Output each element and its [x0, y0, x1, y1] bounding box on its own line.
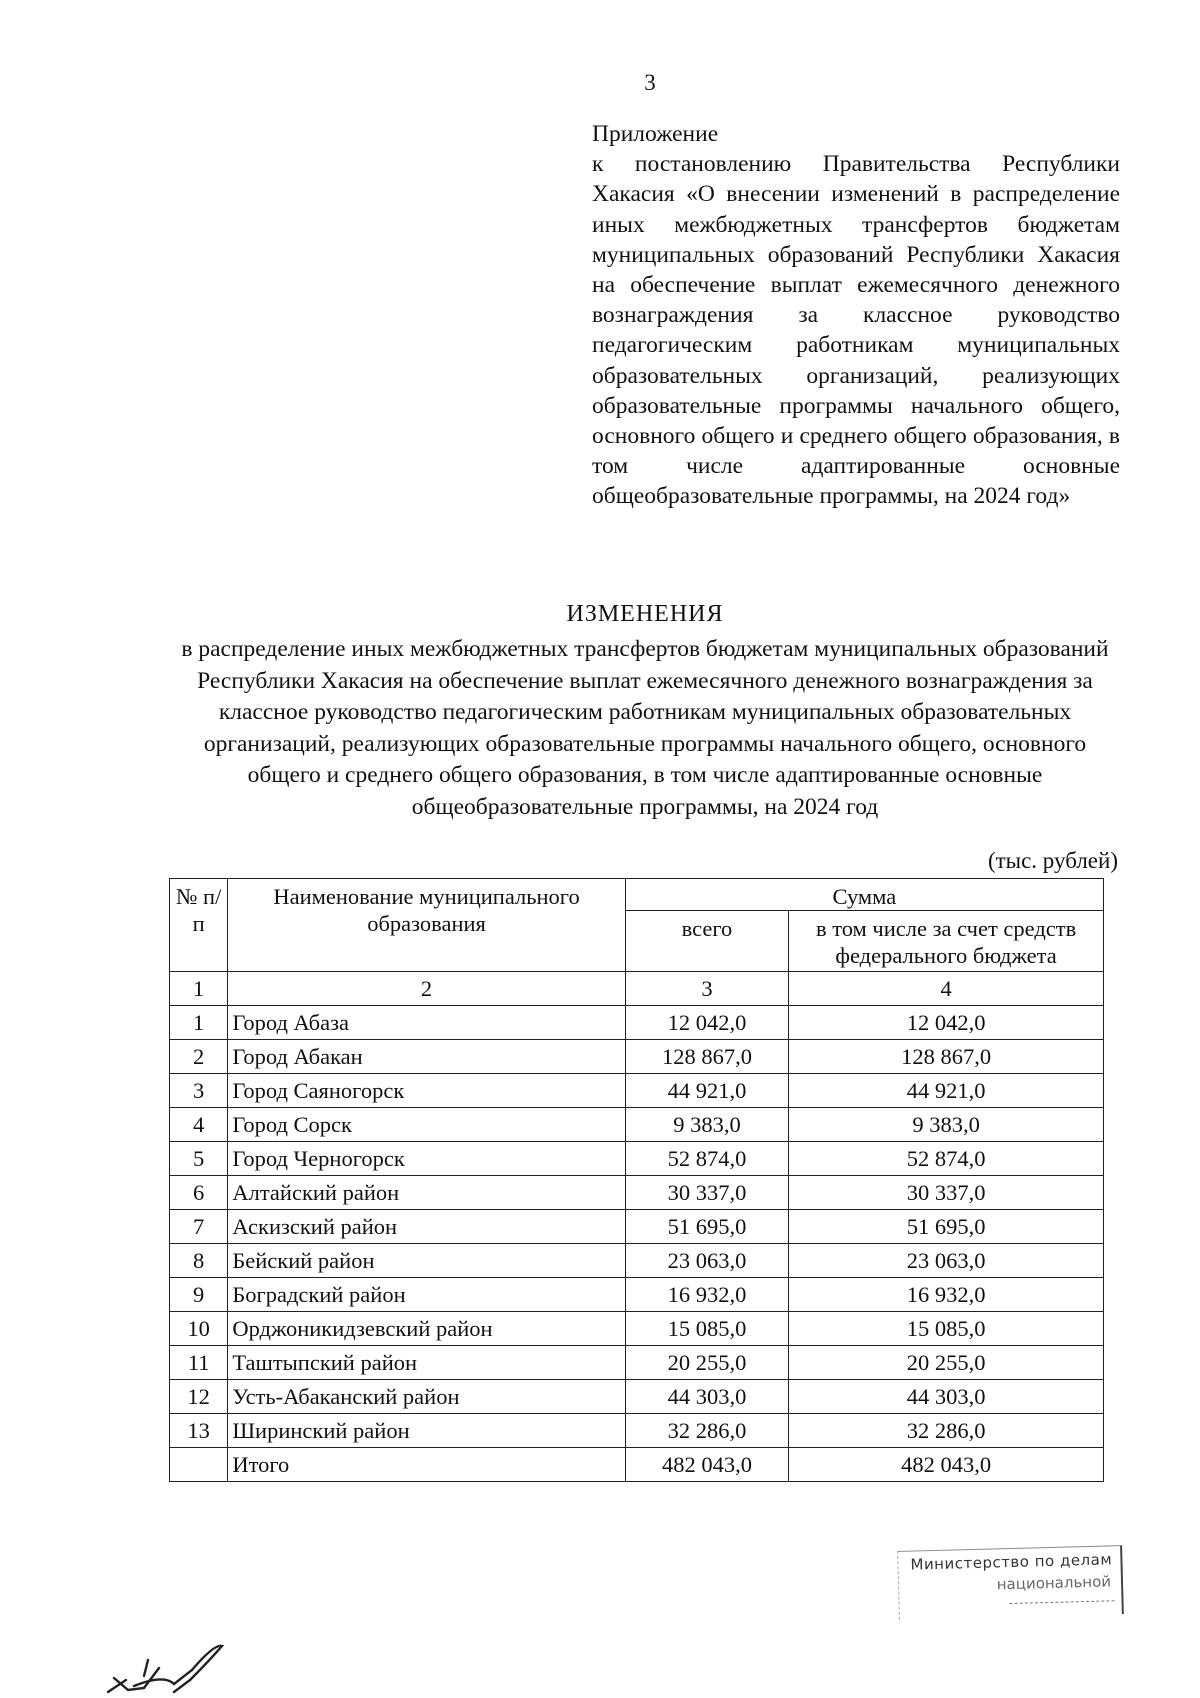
row-municipality: Бейский район — [228, 1244, 625, 1278]
page-number: 3 — [644, 70, 656, 95]
row-number: 3 — [170, 1074, 228, 1108]
row-municipality: Город Черногорск — [228, 1142, 625, 1176]
table-row — [170, 1108, 1104, 1142]
row-total: 12 042,0 — [625, 1006, 788, 1040]
row-municipality: Алтайский район — [228, 1176, 625, 1210]
row-number: 12 — [170, 1380, 228, 1414]
header-sum: Сумма — [625, 879, 1103, 911]
column-number: 3 — [625, 972, 788, 1006]
row-municipality: Аскизский район — [228, 1210, 625, 1244]
row-total: 30 337,0 — [625, 1176, 788, 1210]
row-federal: 44 303,0 — [789, 1380, 1104, 1414]
row-federal: 12 042,0 — [789, 1006, 1104, 1040]
registration-stamp — [897, 1545, 1124, 1620]
table-row — [170, 1244, 1104, 1278]
row-total: 9 383,0 — [625, 1108, 788, 1142]
row-municipality: Ширинский район — [228, 1414, 625, 1448]
row-federal: 16 932,0 — [789, 1278, 1104, 1312]
table-row — [170, 1380, 1104, 1414]
header-total: всего — [625, 911, 788, 972]
signature-mark — [104, 1640, 234, 1698]
row-number: 1 — [170, 1006, 228, 1040]
row-number: 10 — [170, 1312, 228, 1346]
stamp-line-1: Министерство по делам — [910, 1550, 1113, 1574]
document-subtitle: в распределение иных межбюджетных трансфертов бюджетам муниципальных образований Республики Хакасия на обеспечение выплат ежемесячного денежного вознаграждения за классное руководство педагогическим работникам муниципальных образовательных организаций, реализующих образовательные программы начального общего, основного общего и среднего общего образования, в том числе адаптированные основные общеобразовательные программы, на 2024 год — [181, 636, 1109, 820]
row-total: 128 867,0 — [625, 1040, 788, 1074]
row-municipality: Город Сорск — [228, 1108, 625, 1142]
table-row — [170, 1006, 1104, 1040]
row-federal: 30 337,0 — [789, 1176, 1104, 1210]
table-row — [170, 1142, 1104, 1176]
row-municipality: Город Абаза — [228, 1006, 625, 1040]
row-federal: 128 867,0 — [789, 1040, 1104, 1074]
table-total-row — [170, 1448, 1104, 1482]
table-row — [170, 1278, 1104, 1312]
row-federal: 9 383,0 — [789, 1108, 1104, 1142]
column-number: 4 — [789, 972, 1104, 1006]
appendix-lead: Приложение — [592, 121, 719, 147]
row-municipality: Город Саяногорск — [228, 1074, 625, 1108]
table-row — [170, 1312, 1104, 1346]
row-number — [170, 1448, 228, 1482]
header-federal: в том числе за счет средств федерального бюджета — [789, 911, 1104, 972]
row-total: 15 085,0 — [625, 1312, 788, 1346]
row-number: 5 — [170, 1142, 228, 1176]
row-total: 44 921,0 — [625, 1074, 788, 1108]
row-federal: 51 695,0 — [789, 1210, 1104, 1244]
header-num: № п/п — [170, 879, 228, 972]
table-row — [170, 1346, 1104, 1380]
row-number: 6 — [170, 1176, 228, 1210]
row-federal: 44 921,0 — [789, 1074, 1104, 1108]
row-total: 23 063,0 — [625, 1244, 788, 1278]
row-number: 8 — [170, 1244, 228, 1278]
row-municipality: Боградский район — [228, 1278, 625, 1312]
row-municipality: Итого — [228, 1448, 625, 1482]
row-number: 7 — [170, 1210, 228, 1244]
distribution-table — [169, 878, 1104, 1482]
row-total: 44 303,0 — [625, 1380, 788, 1414]
table-row — [170, 1074, 1104, 1108]
row-number: 13 — [170, 1414, 228, 1448]
row-municipality: Усть-Абаканский район — [228, 1380, 625, 1414]
row-federal: 52 874,0 — [789, 1142, 1104, 1176]
row-municipality: Город Абакан — [228, 1040, 625, 1074]
units-label: (тыс. рублей) — [987, 848, 1118, 873]
row-municipality: Орджоникидзевский район — [228, 1312, 625, 1346]
appendix-block — [592, 119, 1120, 512]
row-federal: 482 043,0 — [789, 1448, 1104, 1482]
stamp-underline — [1010, 1600, 1115, 1604]
row-total: 32 286,0 — [625, 1414, 788, 1448]
stamp-line-2: национальной — [996, 1572, 1112, 1594]
table-header-row — [170, 879, 1104, 911]
header-name: Наименование муниципального образования — [228, 879, 625, 972]
row-number: 2 — [170, 1040, 228, 1074]
row-federal: 32 286,0 — [789, 1414, 1104, 1448]
row-total: 482 043,0 — [625, 1448, 788, 1482]
row-number: 11 — [170, 1346, 228, 1380]
row-federal: 20 255,0 — [789, 1346, 1104, 1380]
row-federal: 15 085,0 — [789, 1312, 1104, 1346]
table-row — [170, 1210, 1104, 1244]
row-total: 20 255,0 — [625, 1346, 788, 1380]
row-municipality: Таштыпский район — [228, 1346, 625, 1380]
column-number: 2 — [228, 972, 625, 1006]
row-federal: 23 063,0 — [789, 1244, 1104, 1278]
row-number: 9 — [170, 1278, 228, 1312]
document-title: ИЗМЕНЕНИЯ — [566, 601, 724, 627]
table-row — [170, 1176, 1104, 1210]
column-number: 1 — [170, 972, 228, 1006]
row-total: 51 695,0 — [625, 1210, 788, 1244]
table-row — [170, 1414, 1104, 1448]
row-total: 52 874,0 — [625, 1142, 788, 1176]
column-number-row — [170, 972, 1104, 1006]
appendix-text: к постановлению Правительства Республики Хакасия «О внесении изменений в распределение иных межбюджетных трансфертов бюджетам муниципальных образований Республики Хакасия на обеспечение выплат ежемесячного денежного вознаграждения за классное руководство педагогическим работникам муниципальных образовательных организаций, реализующих образовательные программы начального общего, основного общего и среднего общего образования, в том числе адаптированные основные общеобразовательные программы, на 2024 год» — [592, 151, 1120, 510]
table-row — [170, 1040, 1104, 1074]
row-total: 16 932,0 — [625, 1278, 788, 1312]
row-number: 4 — [170, 1108, 228, 1142]
